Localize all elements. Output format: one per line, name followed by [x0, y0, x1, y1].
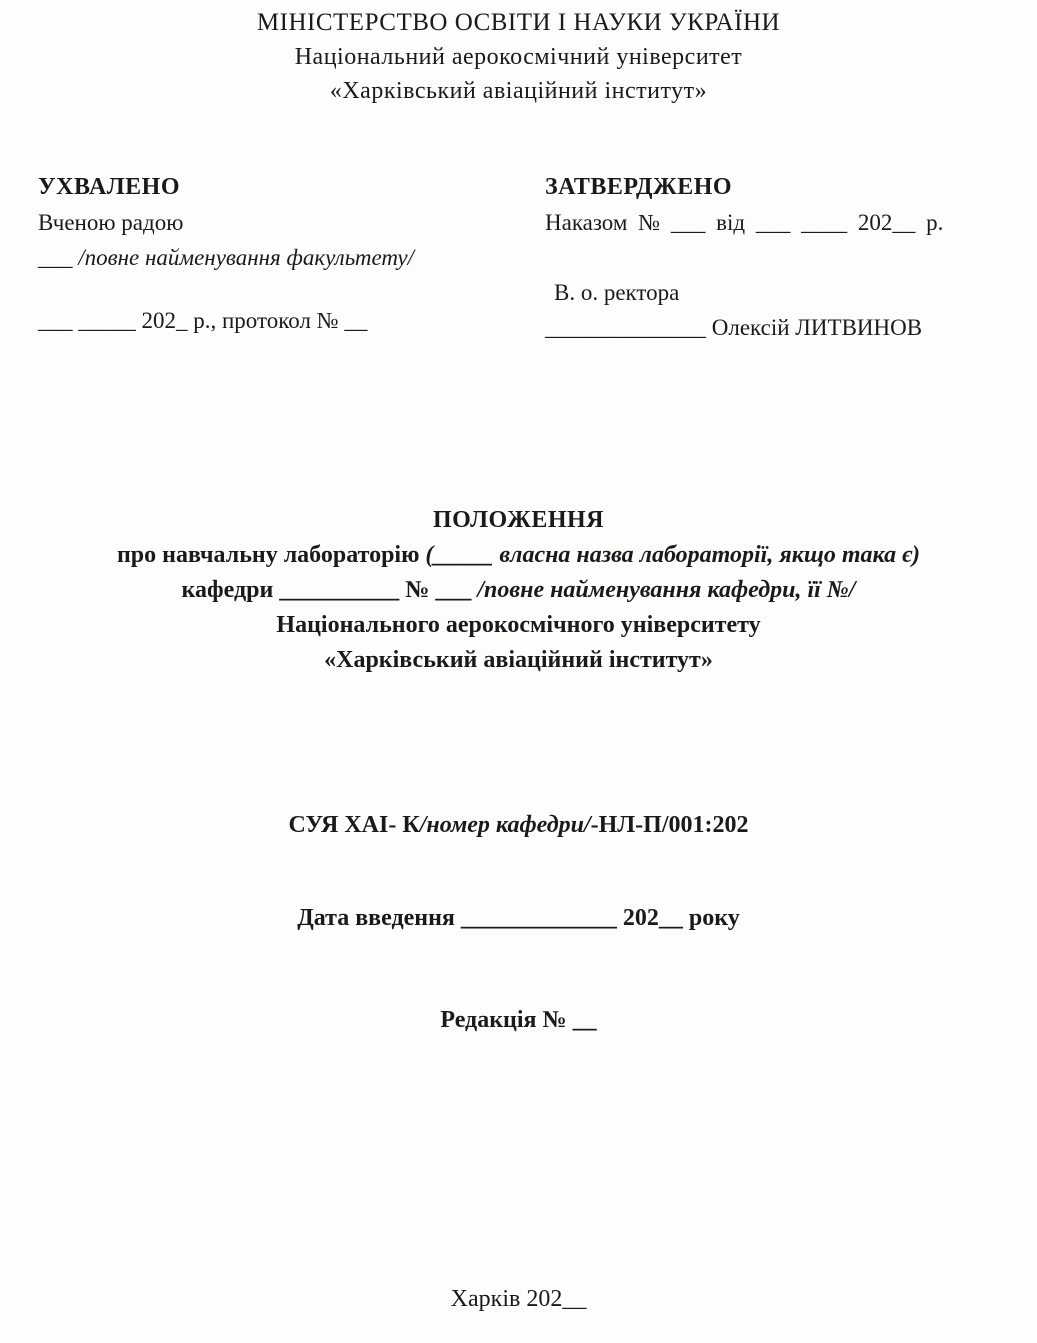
code-suffix: -НЛ-П/001:202 — [590, 812, 749, 838]
acting-rector-title: В. о. ректора — [554, 280, 680, 305]
city-year-line: Харків 202__ — [450, 1286, 587, 1312]
code-department-placeholder: /номер кафедри/ — [419, 812, 591, 838]
title-university-name: Національного аерокосмічного університету — [276, 612, 761, 638]
title-block — [0, 503, 1037, 678]
department-line — [0, 573, 1037, 608]
document-title: ПОЛОЖЕННЯ — [433, 507, 604, 533]
rector-signature-line — [545, 310, 1020, 345]
approval-heading-order: ЗАТВЕРДЖЕНО — [545, 174, 733, 200]
letterhead — [0, 6, 1037, 108]
protocol-line: ___ _____ 202_ р., протокол № __ — [38, 308, 368, 333]
approval-block-council — [38, 170, 508, 338]
department-text: кафедри __________ № ___ — [181, 577, 478, 603]
order-number-line: Наказом № ___ від ___ ____ 202__ р. — [545, 210, 944, 235]
approval-heading-council: УХВАЛЕНО — [38, 174, 180, 200]
laboratory-name-placeholder: (_____ власна назва лабораторії, якщо така є) — [425, 542, 921, 568]
faculty-placeholder-note: /повне найменування факультету/ — [78, 245, 415, 270]
effective-date-line: Дата введення _____________ 202__ року — [297, 905, 740, 931]
subject-text: про навчальну лабораторію — [116, 542, 426, 568]
department-name-placeholder: /повне найменування кафедри, її №/ — [477, 577, 856, 603]
subject-line — [0, 538, 1037, 573]
approved-by-line: Вченою радою — [38, 210, 184, 235]
faculty-line — [38, 240, 508, 275]
redaction-line: Редакція № __ — [440, 1007, 597, 1033]
institute-name: «Харківський авіаційний інститут» — [329, 78, 708, 104]
title-institute-name: «Харківський авіаційний інститут» — [324, 647, 713, 673]
faculty-blank-field: ___ — [38, 245, 79, 270]
code-prefix: СУЯ ХАІ- К — [288, 812, 420, 838]
university-name: Національний аерокосмічний університет — [294, 44, 743, 70]
approval-block-order — [545, 170, 1020, 345]
signature-blank-field: ______________ — [545, 315, 712, 340]
ministry-name: МІНІСТЕРСТВО ОСВІТИ І НАУКИ УКРАЇНИ — [256, 9, 781, 36]
rector-name: Олексій ЛИТВИНОВ — [711, 315, 923, 340]
document-code-line — [0, 812, 1037, 839]
